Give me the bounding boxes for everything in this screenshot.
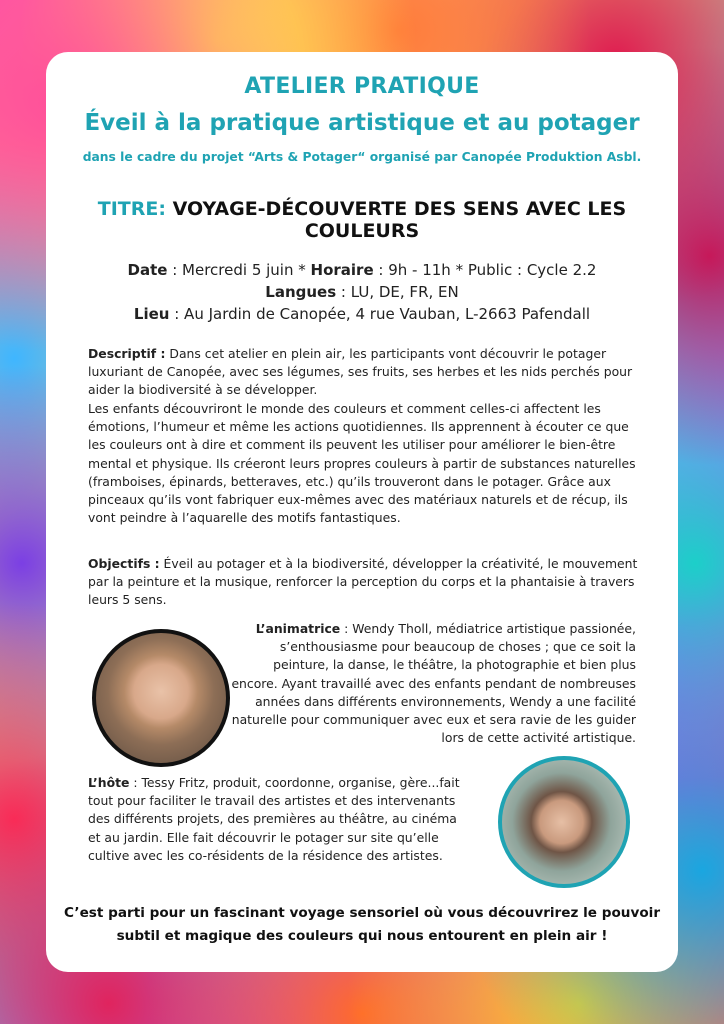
lieu-value: : Au Jardin de Canopée, 4 rue Vauban, L-2663 Pafendall: [169, 305, 591, 323]
horaire-label: Horaire: [310, 261, 374, 279]
date-label: Date: [127, 261, 168, 279]
animatrice-paragraph: [228, 620, 636, 747]
titre-value: VOYAGE-DÉCOUVERTE DES SENS AVEC LES COULEURS: [172, 198, 627, 242]
closing-message: [46, 902, 678, 948]
header-title: ATELIER PRATIQUE: [244, 74, 480, 99]
animatrice-label: L’animatrice: [255, 621, 341, 636]
closing-line-2: subtil et magique des couleurs qui nous entourent en plein air !: [116, 928, 608, 944]
info-date-horaire: [46, 259, 678, 281]
langues-value: : LU, DE, FR, EN: [336, 283, 459, 301]
info-lieu: [46, 303, 678, 325]
langues-label: Langues: [265, 283, 337, 301]
animatrice-photo: [92, 629, 230, 767]
descriptif-paragraph: [88, 345, 640, 400]
hote-text: : Tessy Fritz, produit, coordonne, organise, gère...fait tout pour faciliter le travail des artistes et des intervenants des différents projets, des premières au théâtre, au cinéma et au jardin. Elle fait découvrir le potager sur site qu’elle cultive avec les co-résidents de la résidence des artistes.: [88, 775, 460, 863]
horaire-value: : 9h - 11h * Public : Cycle 2.2: [373, 261, 597, 279]
info-langues: [46, 281, 678, 303]
objectifs-paragraph: [88, 555, 640, 610]
titre-label: TITRE:: [97, 198, 166, 220]
descriptif-paragraph-2: Les enfants découvriront le monde des couleurs et comment celles-ci affectent les émotions, l’humeur et même les actions quotidiennes. Ils apprennent à écouter ce que les couleurs ont à dire et comment ils peuvent les utiliser pour améliorer le bien-être mental et physique. Ils créeront leurs propres couleurs à partir de substances naturelles (framboises, épinards, betteraves, etc.) qu’ils trouveront dans le potager. Grâce aux pinceaux qu’ils vont fabriquer eux-mêmes avec des matériaux naturels et de récup, ils vont peindre à l’aquarelle des motifs fantastiques.: [88, 401, 636, 526]
descriptif-text: Dans cet atelier en plein air, les participants vont découvrir le potager luxuriant de Canopée, avec ses légumes, ses fruits, ses herbes et les nids perchés pour aider la biodiversité à se développer.: [88, 346, 633, 398]
workshop-title: [46, 198, 678, 242]
header-context: dans le cadre du projet “Arts & Potager“ organisé par Canopée Produktion Asbl.: [82, 150, 642, 164]
hote-photo: [498, 756, 630, 888]
hote-label: L’hôte: [88, 775, 130, 790]
closing-line-1: C’est parti pour un fascinant voyage sensoriel où vous découvrirez le pouvoir: [63, 905, 661, 921]
animatrice-text: : Wendy Tholl, médiatrice artistique passionée, s’enthousiasme pour beaucoup de choses ; que ce soit la peinture, la danse, le théâtre, la photographie et bien plus encore. Ayant travaillé avec des enfants pendant de nombreuses années dans différents environnements, Wendy a une facilité naturelle pour communiquer avec eux et sera ravie de les guider lors de cette activité artistique.: [231, 621, 636, 746]
objectifs-text: Éveil au potager et à la biodiversité, développer la créativité, le mouvement par la peinture et la musique, renforcer la perception du corps et la phantaisie à travers leurs 5 sens.: [88, 556, 638, 608]
descriptif-label: Descriptif :: [88, 346, 166, 361]
header-subtitle: Éveil à la pratique artistique et au potager: [84, 110, 640, 136]
date-value: : Mercredi 5 juin *: [167, 261, 311, 279]
lieu-label: Lieu: [133, 305, 170, 323]
hote-paragraph: [88, 774, 470, 865]
objectifs-label: Objectifs :: [88, 556, 160, 571]
flyer-card: [46, 52, 678, 972]
